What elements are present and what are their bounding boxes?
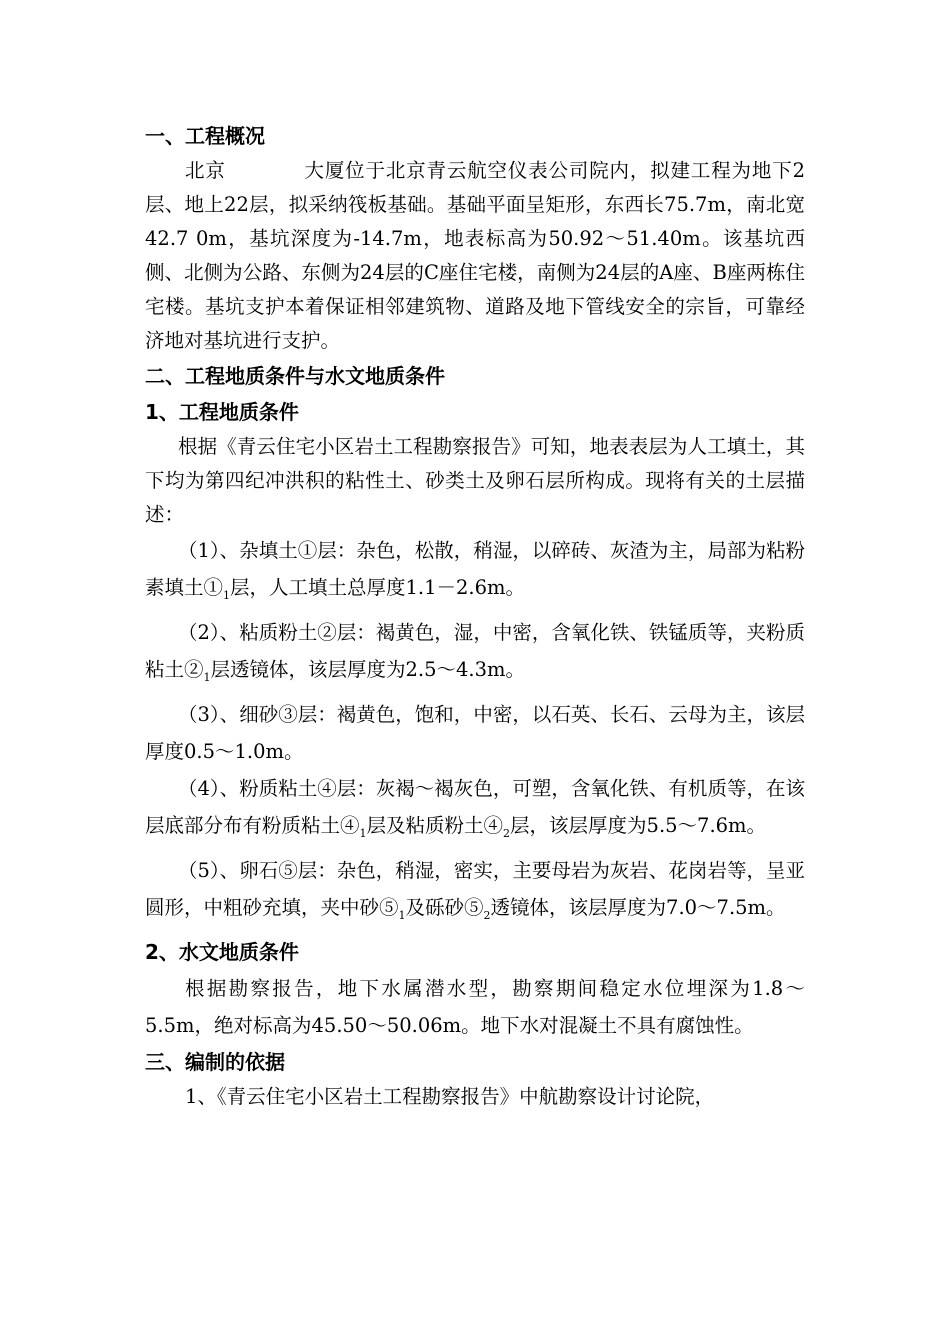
layer-3-paragraph: （3）、细砂③层：褐黄色，饱和，中密，以石英、长石、云母为主，该层厚度0.5～1.0m。 (145, 702, 805, 763)
layer-5-subscript-1: 1 (398, 908, 406, 922)
layer-5-paragraph (145, 852, 805, 934)
section-2-heading: 二、工程地质条件与水文地质条件 (145, 364, 445, 388)
layer-2-subscript: 1 (203, 670, 211, 684)
layer-1-subscript: 1 (223, 588, 231, 602)
basis-item-1: 1、《青云住宅小区岩土工程勘察报告》中航勘察设计讨论院， (185, 1084, 715, 1108)
layer-5-text-mid: 及砾砂⑤ (405, 895, 484, 919)
section-3-heading: 三、编制的依据 (145, 1049, 285, 1074)
layer-1-text: （1）、杂填土①层：杂色，松散，稍湿，以碎砖、灰渣为主，局部为粘粉素填土① (145, 539, 805, 599)
layer-1-text-end: 层，人工填土总厚度1.1－2.6m。 (230, 576, 526, 599)
layer-4-text: （4）、粉质粘土④层：灰褐～褐灰色，可塑，含氧化铁、有机质等，在该层底部分布有粉质粘土④ (145, 776, 805, 837)
layer-2-text-end: 层透镜体，该层厚度为2.5～4.3m。 (210, 657, 526, 681)
layer-4-subscript-2: 2 (503, 826, 511, 840)
project-overview-text: 大厦位于北京青云航空仪表公司院内，拟建工程为地下2层、地上22层，拟采纳筏板基础。基础平面呈矩形，东西长75.7m，南北宽42.7 0m，基坑深度为-14.7m，地表标高为50.92～51.40m。该基坑西侧、北侧为公路、东侧为24层的C座住宅楼，南侧为24层的A座、B座两栋住宅楼。基坑支护本着保证相邻建筑物、道路及地下管线安全的宗旨，可靠经济地对基坑进行支护。 (145, 159, 805, 352)
layer-4-subscript-1: 1 (359, 826, 367, 840)
layer-4-paragraph (145, 770, 805, 852)
document-body (145, 118, 805, 1114)
section-1-heading: 一、工程概况 (145, 124, 265, 148)
layer-5-subscript-2: 2 (483, 908, 491, 922)
section-2-2-heading: 2、水文地质条件 (145, 939, 299, 964)
project-location: 北京 (185, 159, 226, 182)
geology-intro-paragraph: 根据《青云住宅小区岩土工程勘察报告》可知，地表表层为人工填土，其下均为第四纪冲洪积的粘性土、砂类土及卵石层所构成。现将有关的土层描述： (145, 435, 805, 526)
hydrogeology-paragraph: 根据勘察报告，地下水属潜水型，勘察期间稳定水位埋深为1.8～5.5m，绝对标高为45.50～50.06m。地下水对混凝土不具有腐蚀性。 (145, 976, 805, 1037)
layer-5-text: （5）、卵石⑤层：杂色，稍湿，密实，主要母岩为灰岩、花岗岩等，呈亚圆形，中粗砂充填，夹中砂⑤ (145, 858, 805, 919)
layer-4-text-end: 层，该层厚度为5.5～7.6m。 (510, 813, 767, 837)
layer-5-text-end: 透镜体，该层厚度为7.0～7.5m。 (490, 895, 786, 919)
layer-2-text: （2）、粘质粉土②层：褐黄色，湿，中密，含氧化铁、铁锰质等，夹粉质粘土② (145, 620, 805, 681)
layer-2-paragraph (145, 614, 805, 696)
section-2-1-heading: 1、工程地质条件 (145, 400, 299, 424)
layer-4-text-mid: 层及粘质粉土④ (366, 813, 504, 837)
layer-1-paragraph (145, 532, 805, 614)
section-1-paragraph (145, 154, 805, 358)
